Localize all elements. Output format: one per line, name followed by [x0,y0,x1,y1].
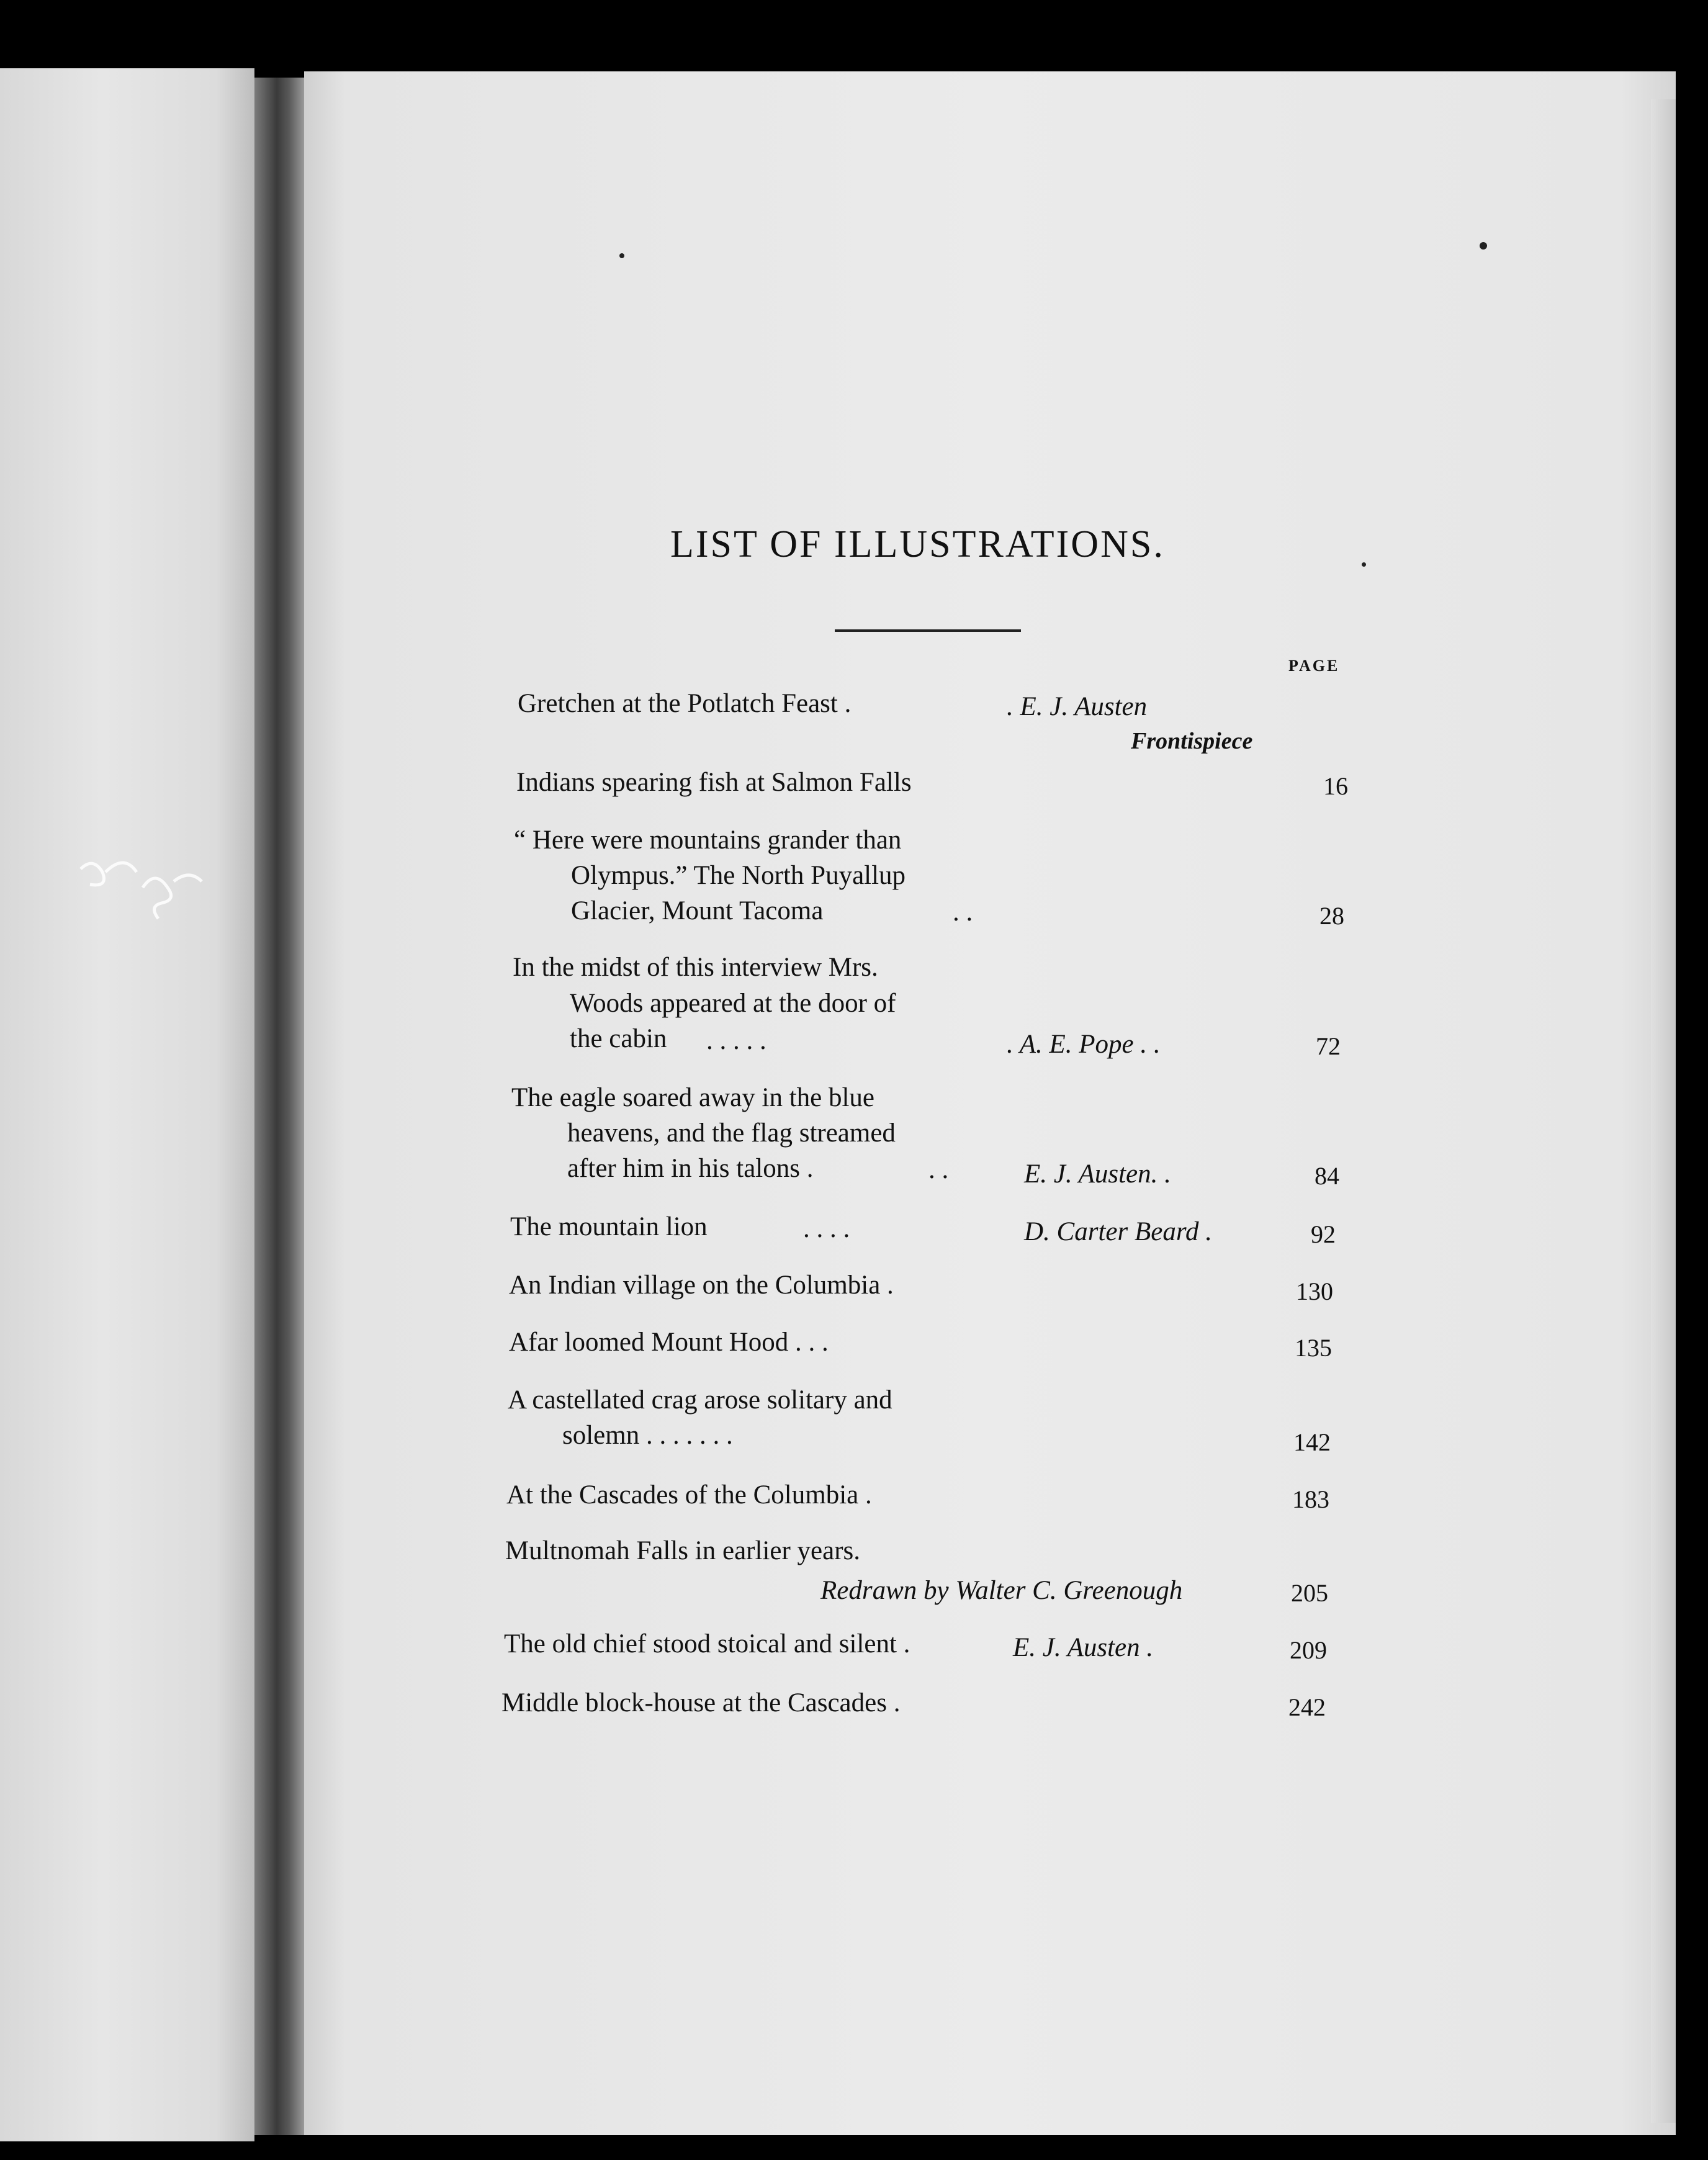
left-page [0,68,254,2141]
entry-page: 84 [1315,1162,1339,1190]
entry-caption: Afar loomed Mount Hood . . . [509,1328,829,1357]
entry-artist: E. J. Austen. . [1024,1159,1171,1189]
entry-caption: The eagle soared away in the blue [511,1083,875,1112]
entry-caption: solemn . . . . . . . [562,1421,733,1450]
entry-artist: . A. E. Pope . . [1007,1030,1161,1059]
entry-caption: after him in his talons . [567,1154,814,1183]
entry-caption: A castellated crag arose solitary and [508,1385,892,1415]
entry-page: 130 [1296,1277,1333,1305]
entry-page: 28 [1319,902,1344,930]
entry-caption: The mountain lion [510,1212,708,1241]
entry-page: 209 [1290,1636,1327,1664]
speck-mark [1362,562,1366,567]
entry-page: 142 [1293,1428,1331,1456]
entry-page: 183 [1292,1485,1329,1513]
entry-page: 205 [1291,1579,1328,1607]
leader-dots: . . . . [803,1214,850,1243]
leader-dots: . . [953,898,973,927]
entry-page: 135 [1295,1334,1332,1362]
entry-caption: Gretchen at the Potlatch Feast . [518,689,852,718]
page-column-header: PAGE [1288,657,1340,675]
entry-caption: Multnomah Falls in earlier years. [505,1536,860,1565]
entry-page: 242 [1288,1693,1326,1721]
entry-caption: An Indian village on the Columbia . [509,1271,894,1300]
entry-caption: In the midst of this interview Mrs. [513,953,878,982]
entry-caption: the cabin [570,1024,667,1053]
leader-dots: . . [928,1155,949,1184]
entry-caption: The old chief stood stoical and silent . [504,1629,910,1658]
entry-artist: D. Carter Beard . [1024,1217,1212,1246]
entry-page: 16 [1323,772,1348,800]
leader-dots: . . . . . [706,1026,766,1055]
page-edge [1651,99,1676,2123]
entry-caption: “ Here were mountains grander than [514,826,902,855]
book-gutter [254,78,304,2135]
entry-caption: Middle block-house at the Cascades . [501,1688,901,1717]
speck-mark [1480,242,1487,250]
entry-page: 92 [1311,1220,1336,1248]
entry-caption: At the Cascades of the Columbia . [506,1480,872,1510]
entry-artist: Redrawn by Walter C. Greenough [820,1576,1183,1605]
entry-caption: heavens, and the flag streamed [567,1118,896,1148]
right-page [304,71,1676,2135]
entry-page: 72 [1316,1032,1341,1060]
speck-mark [619,253,624,258]
title-rule [835,629,1021,632]
entry-caption: Olympus.” The North Puyallup [571,861,906,890]
frontispiece-note: Frontispiece [1131,728,1253,754]
entry-artist: E. J. Austen . [1013,1633,1154,1662]
page-title: LIST OF ILLUSTRATIONS. [670,523,1165,565]
pencil-marks [68,844,217,937]
entry-caption: Glacier, Mount Tacoma [571,896,824,925]
entry-caption: Woods appeared at the door of [570,989,896,1018]
entry-artist: . E. J. Austen [1007,692,1148,721]
entry-caption: Indians spearing fish at Salmon Falls [516,768,912,797]
